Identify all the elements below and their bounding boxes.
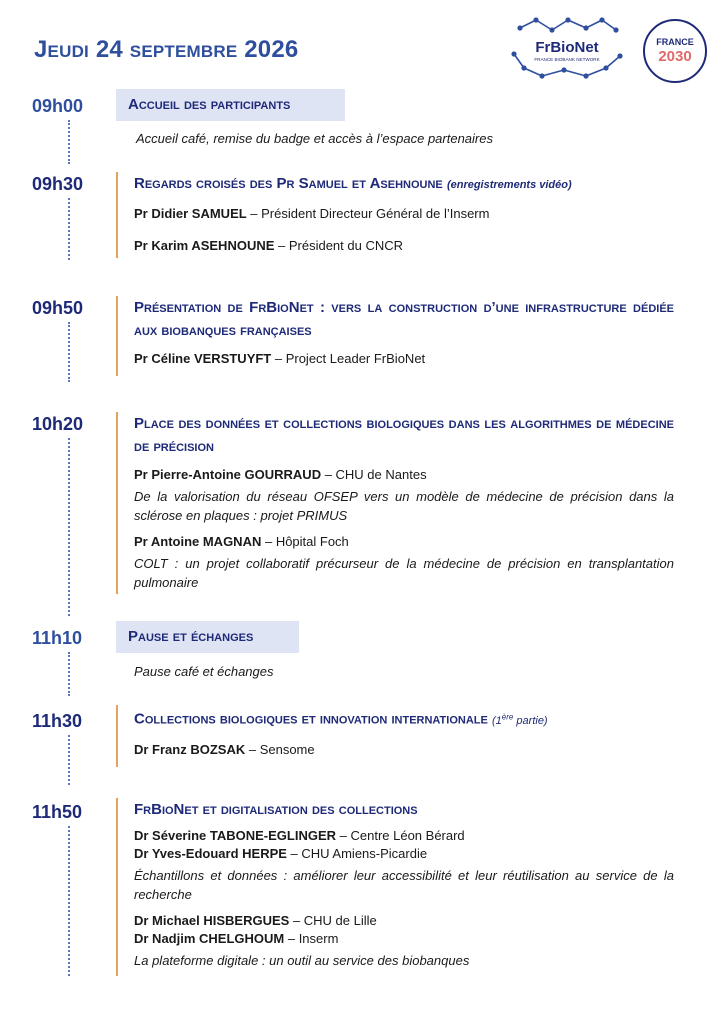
speaker-name: Pr Didier SAMUEL xyxy=(134,206,247,221)
speaker-affiliation: – Président Directeur Général de l’Inserm xyxy=(246,206,490,221)
speaker xyxy=(134,827,674,844)
svg-text:FrBioNet: FrBioNet xyxy=(535,39,599,56)
france-2030-logo xyxy=(642,18,708,84)
session-content xyxy=(116,412,674,594)
page-title: Jeudi 24 septembre 2026 xyxy=(34,36,299,63)
timeline-connector xyxy=(68,120,70,164)
speaker-name: Dr Michael HISBERGUES xyxy=(134,913,290,928)
speaker-affiliation: – Sensome xyxy=(245,741,315,757)
speaker xyxy=(134,205,674,222)
session-title: Regards croisés des Pr Samuel et Asehnoune (enregistrements vidéo) xyxy=(134,175,572,192)
speaker-affiliation: – CHU de Lille xyxy=(289,913,377,928)
speaker-name: Pr Pierre-Antoine GOURRAUD xyxy=(134,467,322,482)
speaker-name: Dr Nadjim CHELGHOUM xyxy=(134,931,285,946)
session-time: 09h00 xyxy=(32,96,84,116)
session-tag: (1ère partie) xyxy=(492,712,548,727)
speaker xyxy=(134,350,674,367)
speaker xyxy=(134,533,674,550)
session-content xyxy=(116,172,674,258)
timeline-connector xyxy=(68,322,70,382)
svg-text:FRANCE: FRANCE xyxy=(656,37,694,47)
talk-title: La plateforme digitale : un outil au service des biobanques xyxy=(134,953,470,968)
speaker-affiliation: – Inserm xyxy=(284,931,339,946)
speaker xyxy=(134,237,674,254)
speaker-affiliation: – CHU de Nantes xyxy=(321,467,427,482)
speaker-name: Pr Céline VERSTUYFT xyxy=(134,351,272,366)
session-time: 11h10 xyxy=(32,628,83,648)
speaker xyxy=(134,930,674,947)
session-title: Accueil des participants xyxy=(116,89,345,121)
talk-title: De la valorisation du réseau OFSEP vers un modèle de médecine de précision dans la sclérose en plaques : projet PRIMUS xyxy=(134,489,674,523)
speaker-name: Pr Antoine MAGNAN xyxy=(134,534,262,549)
session-description: Accueil café, remise du badge et accès à l’espace partenaires xyxy=(136,131,493,146)
timeline-connector xyxy=(68,652,70,696)
timeline-connector xyxy=(68,826,70,976)
svg-text:2030: 2030 xyxy=(658,48,692,65)
speaker xyxy=(134,845,674,862)
session-time: 10h20 xyxy=(32,414,84,434)
speaker-affiliation: – Hôpital Foch xyxy=(261,534,349,549)
session-time: 11h30 xyxy=(32,711,83,731)
session-time: 09h30 xyxy=(32,174,84,194)
session-content xyxy=(116,296,674,376)
speaker-name: Pr Karim ASEHNOUNE xyxy=(134,238,275,253)
session-title: FrBioNet et digitalisation des collections xyxy=(134,801,418,818)
speaker-affiliation: – Project Leader FrBioNet xyxy=(271,351,426,366)
talk-title: COLT : un projet collaboratif précurseur de la médecine de précision en transplantation pulmonaire xyxy=(134,556,674,590)
speaker xyxy=(134,466,674,483)
speaker xyxy=(134,912,674,929)
speaker-name: Dr Yves-Edouard HERPE xyxy=(134,846,287,861)
speaker-name: Dr Franz BOZSAK xyxy=(134,741,246,757)
session-title: Place des données et collections biologiques dans les algorithmes de médecine de précision xyxy=(134,415,674,455)
timeline-connector xyxy=(68,438,70,616)
session-title: Collections biologiques et innovation internationale (1ère partie) xyxy=(134,710,548,728)
session-title: Pause et échanges xyxy=(116,621,299,653)
timeline-connector xyxy=(68,735,70,785)
speaker-affiliation: – Centre Léon Bérard xyxy=(336,828,465,843)
speaker-affiliation: – CHU Amiens-Picardie xyxy=(286,846,428,861)
timeline-connector xyxy=(68,198,70,260)
svg-text:FRANCE BIOBANK NETWORK: FRANCE BIOBANK NETWORK xyxy=(534,57,600,62)
speaker-name: Dr Séverine TABONE-EGLINGER xyxy=(134,828,337,843)
session-time: 09h50 xyxy=(32,298,84,318)
session-content xyxy=(116,705,674,767)
speaker xyxy=(134,741,674,758)
session-description: Pause café et échanges xyxy=(134,664,274,679)
session-content xyxy=(116,798,674,976)
session-title: Présentation de FrBioNet : vers la construction d’une infrastructure dédiée aux biobanques françaises xyxy=(134,299,674,339)
frbionet-logo xyxy=(506,14,628,82)
talk-title: Échantillons et données : améliorer leur accessibilité et leur réutilisation au service de la recherche xyxy=(134,868,674,902)
speaker-affiliation: – Président du CNCR xyxy=(274,238,404,253)
session-time: 11h50 xyxy=(32,802,83,822)
session-tag: (enregistrements vidéo) xyxy=(446,179,572,191)
